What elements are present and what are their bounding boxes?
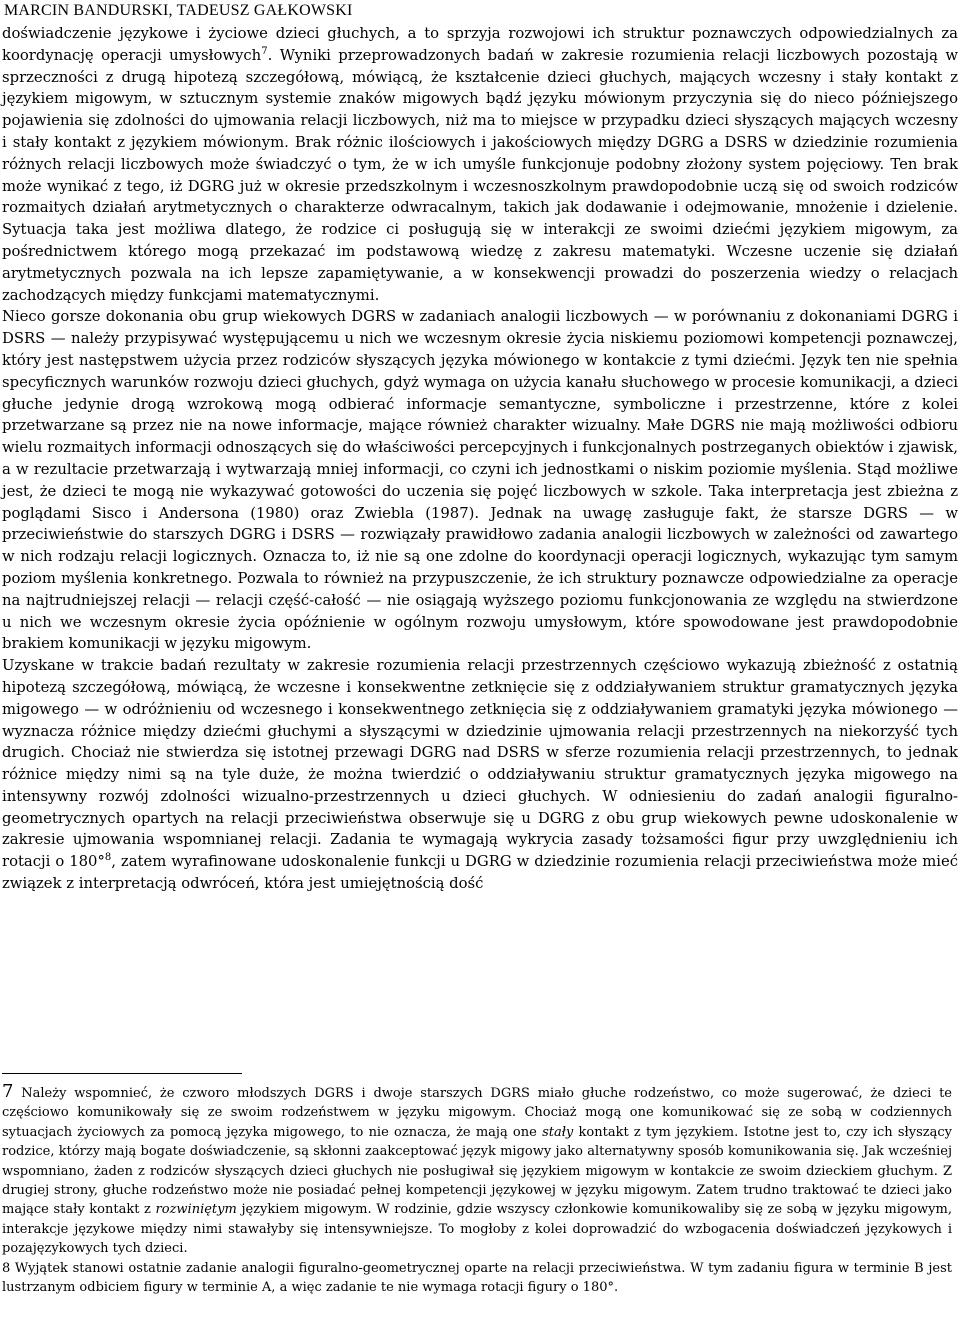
footnote-ref-7[interactable]: 7 (261, 45, 268, 57)
footnote-7 (2, 1082, 952, 1259)
footnote-ref-8[interactable]: 8 (104, 852, 112, 864)
paragraph-3-text-b: , zatem wyrafinowane udoskonalenie funkcji u DGRG w dziedzinie rozumienia relacji przeciwieństwa może mieć związek z interpretacją odwróceń, która jest umiejętnością dość (2, 853, 958, 893)
running-head: MARCIN BANDURSKI, TADEUSZ GAŁKOWSKI (4, 2, 353, 19)
footnote-8: 8 Wyjątek stanowi ostatnie zadanie analogii figuralno-geometrycznej oparte na relacji przeciwieństwa. W tym zadaniu figura w terminie B jest lustrzanym odbiciem figury w terminie A, a więc zadanie te nie wymaga rotacji figury o 180°. (2, 1260, 952, 1296)
footnote-7-emphasis-rozwinietym: rozwiniętym (155, 1202, 237, 1218)
paragraph-1-text-b: . Wyniki przeprowadzonych badań w zakresie rozumienia relacji liczbowych pozostają w sprzeczności z drugą hipotezą szczegółową, mówiącą, że kształcenie dzieci głuchych, mających wczesny i stały kontakt z językiem migowym, w sztucznym systemie znaków migowych bądź języku mówionym przyczynia się do nieco późniejszego pojawienia się zdolności do ujmowania relacji liczbowych, niż ma to miejsce w przypadku dzieci słyszących mających wczesny i stały kontakt z językiem mówionym. Brak różnic ilościowych i jakościowych między DGRG a DSRS w dziedzinie rozumienia różnych relacji liczbowych może świadczyć o tym, że w ich umyśle funkcjonuje podobny złożony system pojęciowy. Ten brak może wynikać z tego, iż DGRG już w okresie przedszkolnym i wczesnoszkolnym prawdopodobnie uczą się od swoich rodziców rozmaitych działań arytmetycznych o charakterze odwracalnym, takich jak dodawanie i odejmowanie, mnożenie i dzielenie. Sytuacja taka jest możliwa dlatego, że rodzice ci posługują się w interakcji ze swoimi dziećmi językiem migowym, za pośrednictwem którego mogą przekazać im podstawową wiedzę z zakresu matematyki. Wczesne uczenie się działań arytmetycznych pozwala na ich lepsze zapamiętywanie, a w konsekwencji prowadzi do poszerzenia wiedzy o relacjach zachodzących między funkcjami matematycznymi. (2, 46, 958, 304)
paragraph-3 (2, 655, 958, 895)
paragraph-2: Nieco gorsze dokonania obu grup wiekowych DGRS w zadaniach analogii liczbowych — w porównaniu z dokonaniami DGRG i DSRS — należy przypisywać występującemu u nich we wczesnym okresie życia niskiemu poziomowi kompetencji poznawczej, który jest następstwem użycia przez rodziców słyszących języka mówionego w kontakcie z tymi dziećmi. Język ten nie spełnia specyficznych warunków rozwoju dzieci głuchych, gdyż wymaga on użycia kanału słuchowego w procesie komunikacji, a dzieci głuche jedynie drogą wzrokową mogą odbierać informacje semantyczne, symboliczne i przestrzenne, które z kolei przetwarzane są przez nie na nowe informacje, mające również charakter wizualny. Małe DGRS nie mają możliwości odbioru wielu rozmaitych informacji odnoszących się do właściwości percepcyjnych i funkcjonalnych postrzeganych obiektów i zjawisk, a w rezultacie przetwarzają i wytwarzają mniej informacji, co czyni ich jednostkami o niskim poziomie myślenia. Stąd możliwe jest, że dzieci te mogą nie wykazywać gotowości do uczenia się pojęć liczbowych w szkole. Taka interpretacja jest zbieżna z poglądami Sisco i Andersona (1980) oraz Zwiebla (1987). Jednak na uwagę zasługuje fakt, że starsze DGRS — w przeciwieństwie do starszych DGRG i DSRS — rozwiązały prawidłowo zadania analogii liczbowych w zależności od zawartego w nich rodzaju relacji logicznych. Oznacza to, iż nie są one zdolne do koordynacji operacji logicznych, wykazując tym samym poziom myślenia konkretnego. Pozwala to również na przypuszczenie, że ich struktury poznawcze odpowiedzialne za operacje na najtrudniejszej relacji — relacji część-całość — nie osiągają wyższego poziomu funkcjonowania ze względu na stwierdzone u nich we wczesnym okresie życia opóźnienie w ogólnym rozwoju umysłowym, które spowodowane jest prawdopodobnie brakiem komunikacji w języku migowym. (2, 308, 958, 653)
footnote-7-text-b: kontakt z tym językiem. Istotne jest to, czy ich słyszący rodzice, którzy mają bogate doświadczenie, są skłonni zaakceptować język migowy jako alternatywny sposób komunikowania się. Jak wcześniej wspomniano, żaden z rodziców słyszących dzieci głuchych nie posługiwał się językiem migowym w kontakcie ze swoim dzieckiem głuchym. Z drugiej strony, głuche rodzeństwo może nie posiadać pełnej kompetencji językowej w języku migowym. Zatem trudno traktować te dzieci jako mające stały kontakt z (2, 1124, 952, 1218)
paragraph-1-text-a: doświadczenie językowe i życiowe dzieci głuchych, a to sprzyja rozwojowi ich struktur poznawczych odpowiedzialnych za koordynację operacji umysłowych (2, 25, 958, 64)
paragraph-1 (2, 23, 958, 306)
main-text (2, 23, 958, 895)
footnote-7-text-a: Należy wspomnieć, że czworo młodszych DGRS i dwoje starszych DGRS miało głuche rodzeństwo, co może sugerować, że dzieci te częściowo komunikowały się ze swoim rodzeństwem w języku migowym. Chociaż mogą one komunikować się ze sobą w codziennych sytuacjach życiowych za pomocą języka migowego, to nie oznacza, że mają one (2, 1086, 952, 1140)
footnote-divider (2, 1073, 242, 1074)
footnotes (2, 1082, 952, 1297)
footnote-7-text-c: językiem migowym. W rodzinie, gdzie wszyscy członkowie komunikowaliby się ze sobą w języku migowym, interakcje językowe między nimi stawałyby się intensywniejsze. To mogłoby z kolei doprowadzić do wzbogacenia doświadczeń językowych i pozajęzykowych tych dzieci. (2, 1202, 952, 1257)
paragraph-3-text-a: Uzyskane w trakcie badań rezultaty w zakresie rozumienia relacji przestrzennych częściowo wykazują zbieżność z ostatnią hipotezą szczegółową, mówiącą, że wczesne i konsekwentne zetknięcie się z oddziaływaniem struktur gramatycznych języka migowego — w odróżnieniu od wczesnego i konsekwentnego zetknięcia się z oddziaływaniem gramatyki języka mówionego — wyznacza różnice między dziećmi głuchymi a słyszącymi w dziedzinie ujmowania relacji przestrzennych na niekorzyść tych drugich. Chociaż nie stwierdza się istotnej przewagi DGRG nad DSRS w sferze rozumienia relacji przestrzennych, to jednak różnice między nimi są na tyle duże, że można twierdzić o oddziaływaniu struktur gramatycznych języka migowego na intensywny rozwój zdolności wizualno-przestrzennych u dzieci głuchych. W odniesieniu do zadań analogii figuralno-geometrycznych opartych na relacji przeciwieństwa obserwuje się u DGRG z obu grup wiekowych pewne udoskonalenie w zakresie ujmowania wspomnianej relacji. Zadania te wymagają wykrycia zasady tożsamości figur przy uwzględnieniu ich rotacji o 180° (2, 657, 958, 871)
footnote-7-number: 7 (2, 1081, 14, 1102)
footnote-7-emphasis-staly: stały (542, 1124, 574, 1140)
